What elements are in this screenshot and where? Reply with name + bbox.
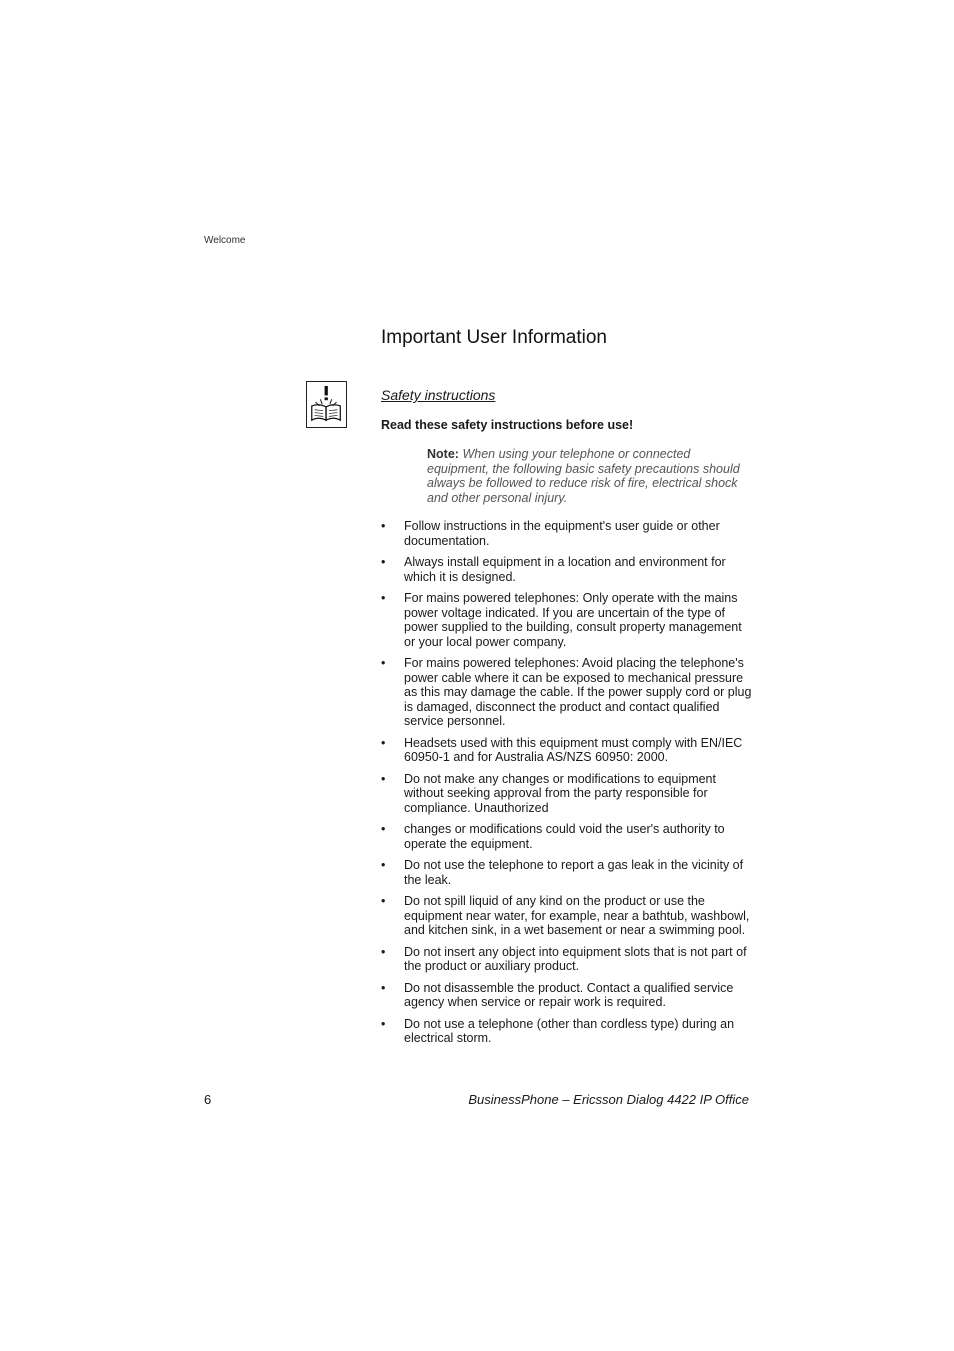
document-title: BusinessPhone – Ericsson Dialog 4422 IP Office (468, 1092, 749, 1107)
list-item-text: Headsets used with this equipment must comply with EN/IEC 60950-1 and for Australia AS/NZS 60950: 2000. (404, 735, 743, 764)
list-item (381, 656, 753, 729)
list-item (381, 1017, 753, 1046)
bullet-marker: • (381, 1016, 386, 1031)
list-item-text: changes or modifications could void the user's authority to operate the equipment. (404, 822, 725, 851)
list-item (381, 519, 753, 548)
note-label: Note: (427, 447, 459, 461)
list-item-text: Do not insert any object into equipment slots that is not part of the product or auxiliary product. (404, 944, 747, 973)
list-item-text: Do not disassemble the product. Contact a qualified service agency when service or repair work is required. (404, 980, 734, 1009)
list-item (381, 736, 753, 765)
bullet-marker: • (381, 591, 386, 605)
list-item-text: For mains powered telephones: Only operate with the mains power voltage indicated. If you are uncertain of the type of power supplied to the building, consult property management or your local power company. (404, 591, 742, 649)
bullet-marker: • (381, 944, 386, 959)
bullet-marker: • (381, 858, 386, 872)
list-item-text: For mains powered telephones: Avoid placing the telephone's power cable where it can be exposed to mechanical pressure as this may damage the cable. If the power supply cord or plug is damaged, disconnect the product and contact qualified service personnel. (404, 656, 752, 728)
bullet-marker: • (381, 980, 386, 995)
bullet-marker: • (381, 894, 386, 908)
list-item-text: Do not use a telephone (other than cordless type) during an electrical storm. (404, 1016, 735, 1045)
bullet-marker: • (381, 519, 386, 533)
warning-read-manual-icon (306, 381, 347, 428)
bullet-marker: • (381, 555, 386, 569)
list-item (381, 858, 753, 887)
list-item (381, 555, 753, 584)
page-title: Important User Information (381, 327, 607, 348)
list-item (381, 945, 753, 974)
list-item (381, 772, 753, 816)
page-number: 6 (204, 1092, 212, 1107)
list-item (381, 822, 753, 851)
list-item-text: Always install equipment in a location and environment for which it is designed. (404, 555, 726, 584)
bullet-marker: • (381, 656, 386, 670)
list-item (381, 591, 753, 649)
list-item (381, 894, 753, 938)
bullet-marker: • (381, 771, 386, 786)
list-item-text: Do not spill liquid of any kind on the product or use the equipment near water, for example, near a bathtub, washbowl, and kitchen sink, in a wet basement or near a swimming pool. (404, 894, 750, 937)
safety-note (427, 447, 752, 505)
read-first-instruction: Read these safety instructions before use! (381, 418, 634, 432)
bullet-marker: • (381, 822, 386, 836)
section-label: Welcome (204, 235, 246, 246)
bullet-marker: • (381, 735, 386, 750)
safety-instructions-heading: Safety instructions (381, 387, 496, 403)
safety-bullet-list (381, 519, 753, 1053)
list-item-text: Follow instructions in the equipment's user guide or other documentation. (404, 519, 720, 548)
list-item-text: Do not make any changes or modifications to equipment without seeking approval from the party responsible for compliance. Unauthorized (404, 771, 716, 815)
list-item (381, 981, 753, 1010)
note-text: When using your telephone or connected equipment, the following basic safety precautions should always be followed to reduce risk of fire, electrical shock and other personal injury. (427, 447, 740, 505)
list-item-text: Do not use the telephone to report a gas leak in the vicinity of the leak. (404, 858, 744, 887)
